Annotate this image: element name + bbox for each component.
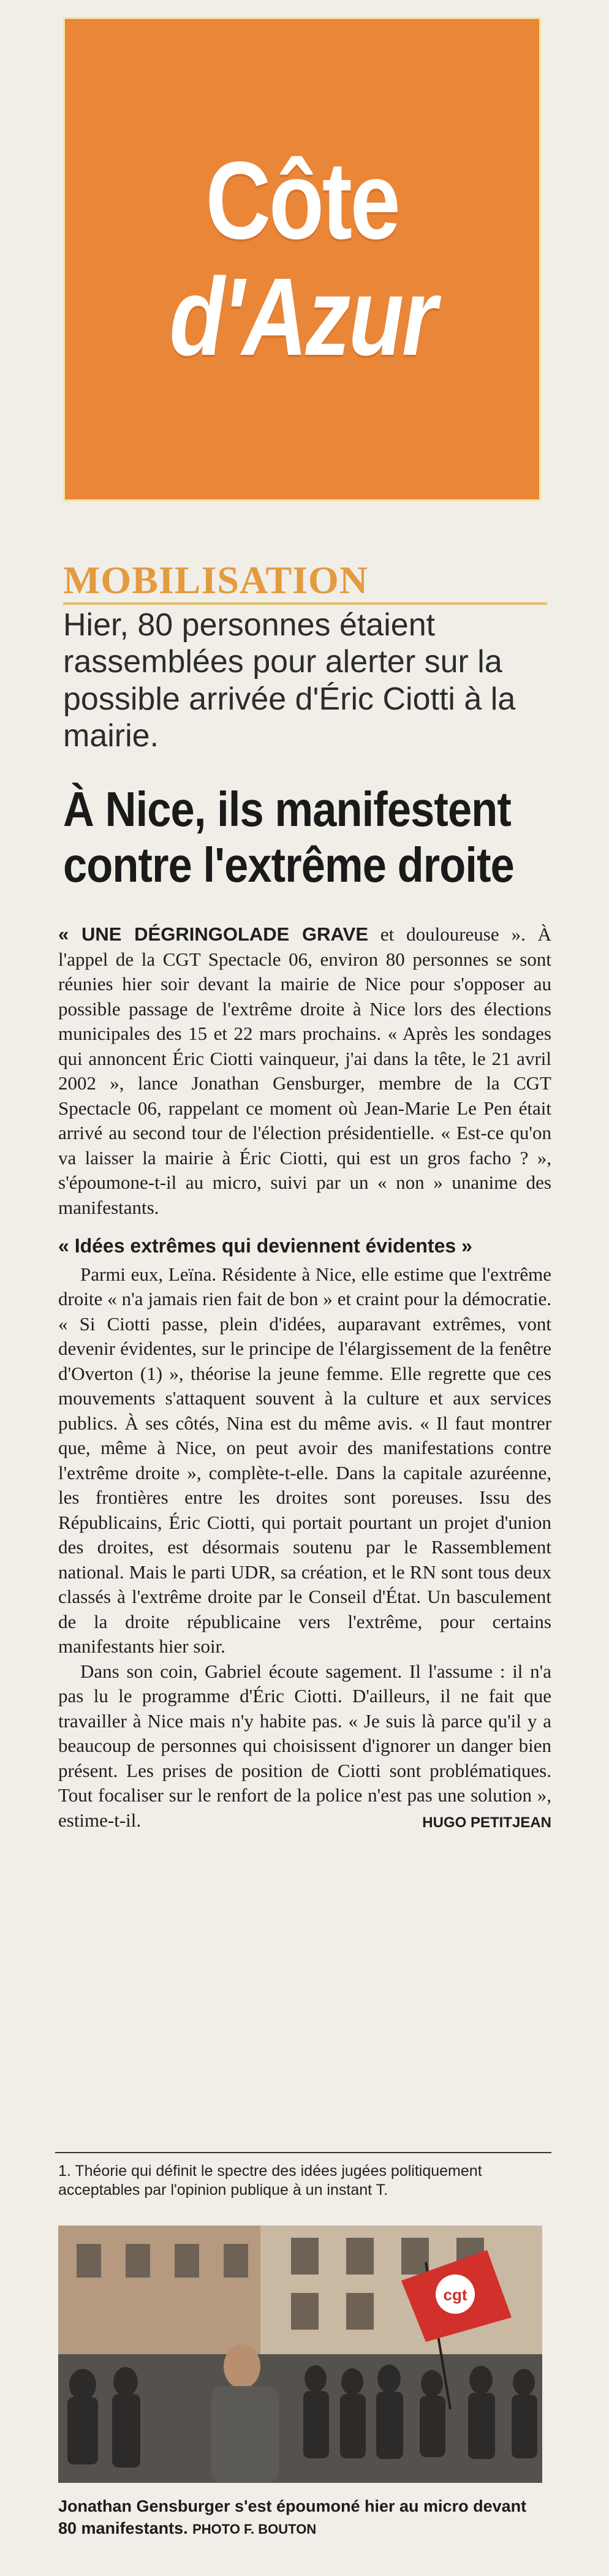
paragraph-3 bbox=[58, 1659, 551, 1833]
standfirst: Hier, 80 personnes étaient rassemblées pour alerter sur la possible arrivée d'Éric Ciotti à la mairie. bbox=[63, 607, 516, 754]
photo-credit: PHOTO F. BOUTON bbox=[192, 2521, 317, 2537]
paragraph-1-text: et douloureuse ». À l'appel de la CGT Spectacle 06, environ 80 personnes se sont réunies hier soir devant la mairie de Nice pour s'opposer au possible passage de l'extrême droite à Nice lors des élections municipales des 15 et 22 mars prochains. « Après les sondages qui annoncent Éric Ciotti vainqueur, j'ai dans la tête, le 21 avril 2002 », lance Jonathan Gensburger, membre de la CGT Spectacle 06, rappelant ce moment où Jean-Marie Le Pen était arrivé au second tour de l'élection présidentielle. « Est-ce qu'on va laisser la mairie à Éric Ciotti, qui est un gros facho ? », s'époumone-t-il au micro, suivi par un « non » unanime des manifestants. bbox=[58, 923, 551, 1218]
bleed-through-text bbox=[566, 527, 609, 1630]
paragraph-3-text: Dans son coin, Gabriel écoute sagement. Il l'assume : il n'a pas lu le programme d'Éric Ciotti. D'ailleurs, il ne fait que travailler à Nice mais n'y habite pas. « Je suis là parce qu'il y a beaucoup de personnes qui choisissent d'ignorer un danger bien présent. Les prises de position de Ciotti sont problématiques. Tout focaliser sur le renfort de la police n'est pas une solution », estime-t-il. bbox=[58, 1660, 551, 1831]
byline: HUGO PETITJEAN bbox=[422, 1814, 551, 1831]
footnote-rule bbox=[55, 2152, 551, 2153]
caption-text: Jonathan Gensburger s'est époumoné hier au micro devant 80 manifestants. bbox=[58, 2497, 527, 2537]
news-photo bbox=[58, 2226, 542, 2483]
photo-caption bbox=[58, 2495, 548, 2540]
flag-label: cgt bbox=[443, 2286, 467, 2304]
headline-line-2: contre l'extrême droite bbox=[63, 838, 514, 893]
lead-in: « UNE DÉGRINGOLADE GRAVE bbox=[58, 923, 368, 945]
banner-line-1: Côte bbox=[205, 139, 399, 262]
banner-line-2: d'Azur bbox=[169, 256, 435, 379]
headline bbox=[63, 781, 553, 893]
footnote: 1. Théorie qui définit le spectre des idées jugées politiquement acceptables par l'opinion publique à un instant T. bbox=[58, 2162, 482, 2199]
paragraph-2: Parmi eux, Leïna. Résidente à Nice, elle estime que l'extrême droite « n'a jamais rien fait de bon » et craint pour la démocratie. « Si Ciotti passe, plein d'idées, auparavant extrêmes, vont devenir évidentes, sur le principe de l'élargissement de la fenêtre d'Overton (1) », théorise la jeune femme. Elle regrette que ces mouvements s'attaquent souvent à la culture et aux services publics. À ses côtés, Nina est du même avis. « Il faut montrer que, même à Nice, on peut avoir des manifestations contre l'extrême droite », complète-t-elle. Dans la capitale azuréenne, les frontières entre les droites sont poreuses. Issu des Républicains, Éric Ciotti, qui portait pourtant un projet d'union des droites, est désormais soutenu par le Rassemblement national. Mais le parti UDR, sa création, et le RN sont tous deux classés à l'extrême droite par le Conseil d'État. Un basculement de la droite républicaine vers l'extrême, pour certains manifestants hier soir. bbox=[58, 1263, 551, 1657]
paragraph-1 bbox=[58, 922, 551, 1220]
kicker-underline bbox=[63, 602, 547, 605]
section-banner bbox=[63, 17, 541, 501]
photo-illustration bbox=[58, 2226, 542, 2483]
article-body bbox=[58, 922, 551, 1835]
headline-line-1: À Nice, ils manifestent bbox=[63, 782, 511, 836]
subheading: « Idées extrêmes qui deviennent évidentes » bbox=[58, 1235, 472, 1257]
kicker: MOBILISATION bbox=[63, 558, 369, 602]
